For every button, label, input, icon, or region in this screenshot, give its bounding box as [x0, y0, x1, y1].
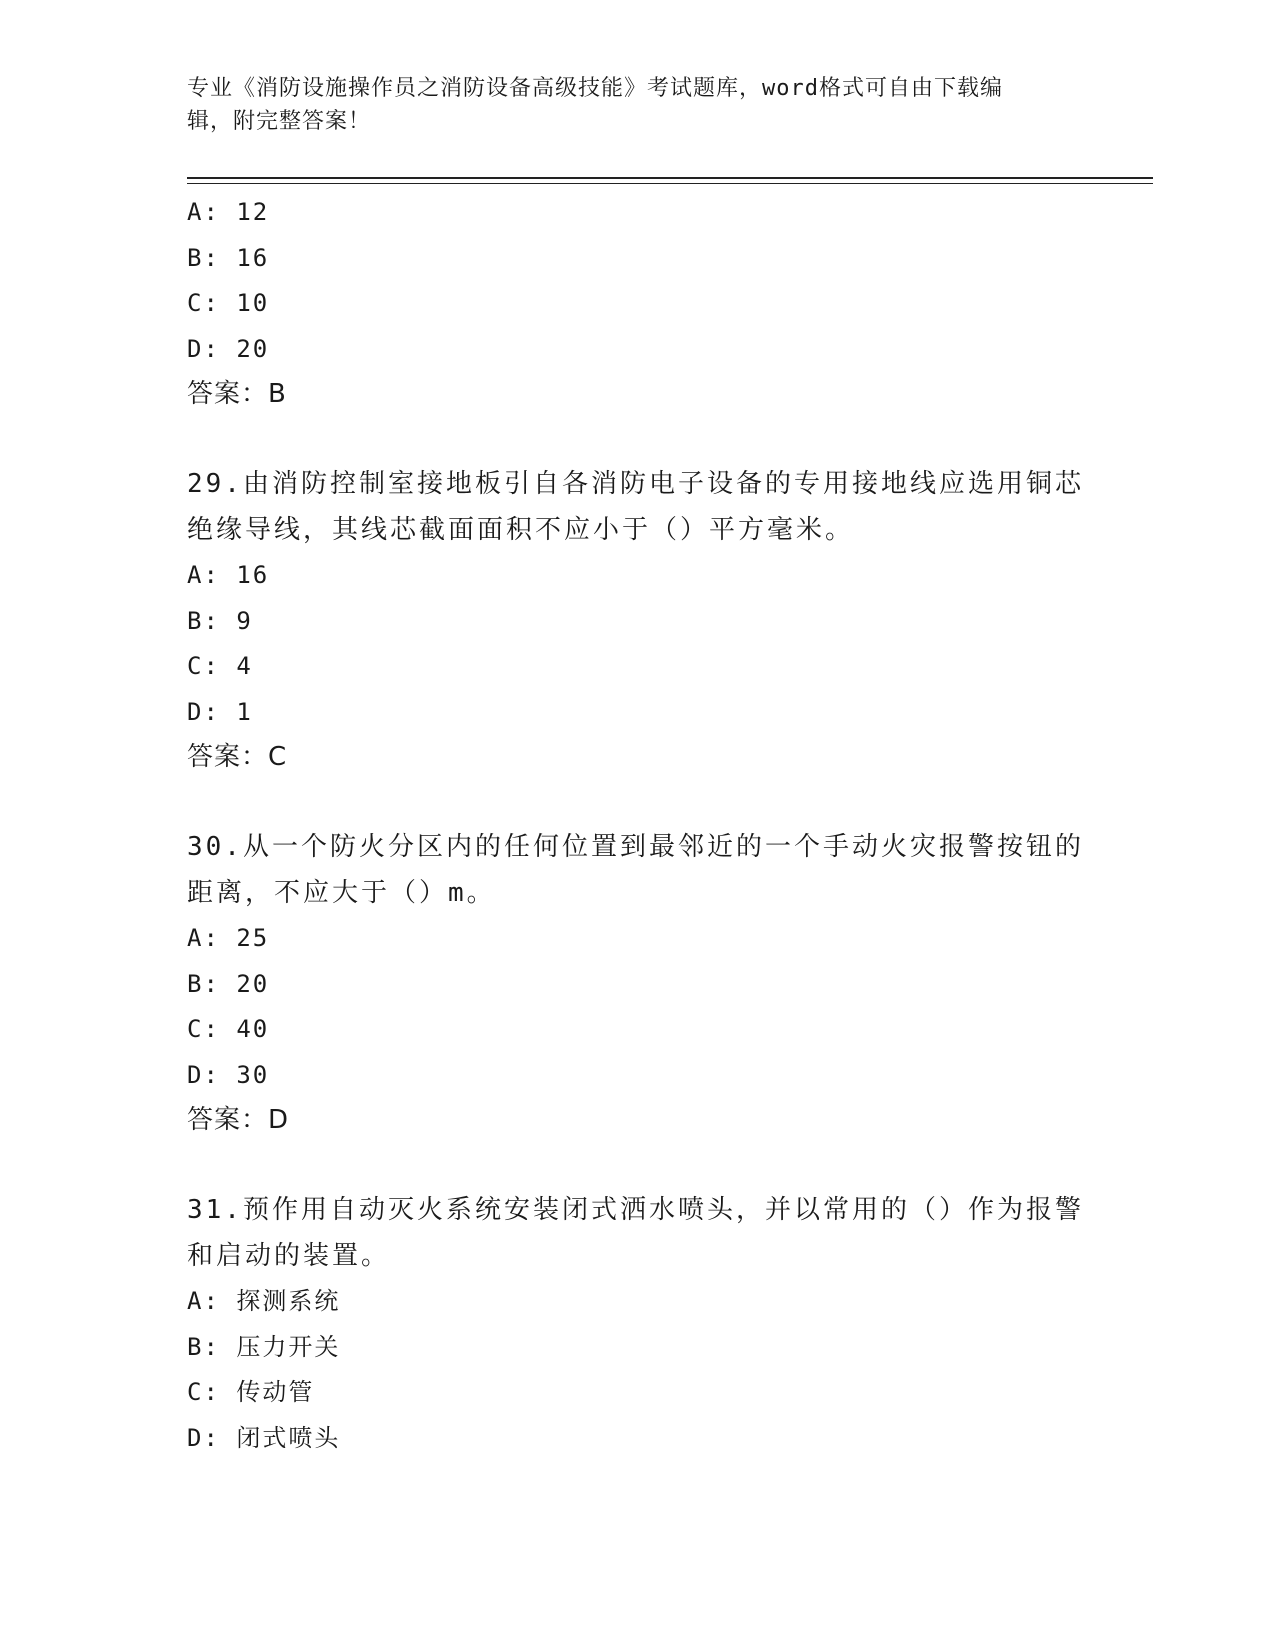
question-list	[187, 190, 1087, 1461]
answer-line: 答案：C	[187, 742, 288, 773]
option-d: D: 1	[187, 697, 253, 726]
question-spacer	[187, 418, 1087, 461]
header-divider-thick	[187, 177, 1153, 179]
question-stem-line-1: 31.预作用自动灭火系统安装闭式洒水喷头，并以常用的（）作为报警	[187, 1194, 1084, 1225]
option-b: B: 16	[187, 243, 270, 272]
option-a: A: 25	[187, 923, 270, 952]
question-spacer	[187, 781, 1087, 824]
answer-line: 答案：D	[187, 1105, 290, 1136]
question-stem-line-2: 绝缘导线，其线芯截面面积不应小于（）平方毫米。	[187, 514, 855, 545]
option-a: A: 12	[187, 198, 270, 226]
question-29	[187, 461, 1087, 781]
question-stem-line-2: 和启动的装置。	[187, 1240, 391, 1271]
question-30	[187, 824, 1087, 1144]
option-b: B: 压力开关	[187, 1332, 341, 1361]
option-d: D: 闭式喷头	[187, 1423, 341, 1452]
question-stem-line-1: 29.由消防控制室接地板引自各消防电子设备的专用接地线应选用铜芯	[187, 468, 1084, 499]
question-28-tail	[187, 190, 1087, 418]
option-b: B: 20	[187, 969, 270, 998]
option-b: B: 9	[187, 606, 253, 635]
question-31	[187, 1187, 1087, 1461]
document-header	[187, 72, 1087, 138]
answer-line: 答案：B	[187, 379, 287, 410]
header-line-2: 辑，附完整答案！	[187, 109, 372, 134]
question-stem-line-1: 30.从一个防火分区内的任何位置到最邻近的一个手动火灾报警按钮的	[187, 831, 1084, 862]
header-divider-thin	[187, 183, 1153, 184]
header-line-1: 专业《消防设施操作员之消防设备高级技能》考试题库，word格式可自由下载编	[187, 76, 1003, 101]
option-c: C: 40	[187, 1015, 270, 1044]
option-a: A: 16	[187, 560, 270, 589]
option-a: A: 探测系统	[187, 1286, 341, 1315]
option-d: D: 20	[187, 334, 270, 363]
option-c: C: 传动管	[187, 1378, 315, 1407]
option-c: C: 10	[187, 289, 270, 318]
question-spacer	[187, 1144, 1087, 1187]
option-c: C: 4	[187, 652, 253, 681]
question-stem-line-2: 距离，不应大于（）m。	[187, 877, 496, 908]
option-d: D: 30	[187, 1060, 270, 1089]
